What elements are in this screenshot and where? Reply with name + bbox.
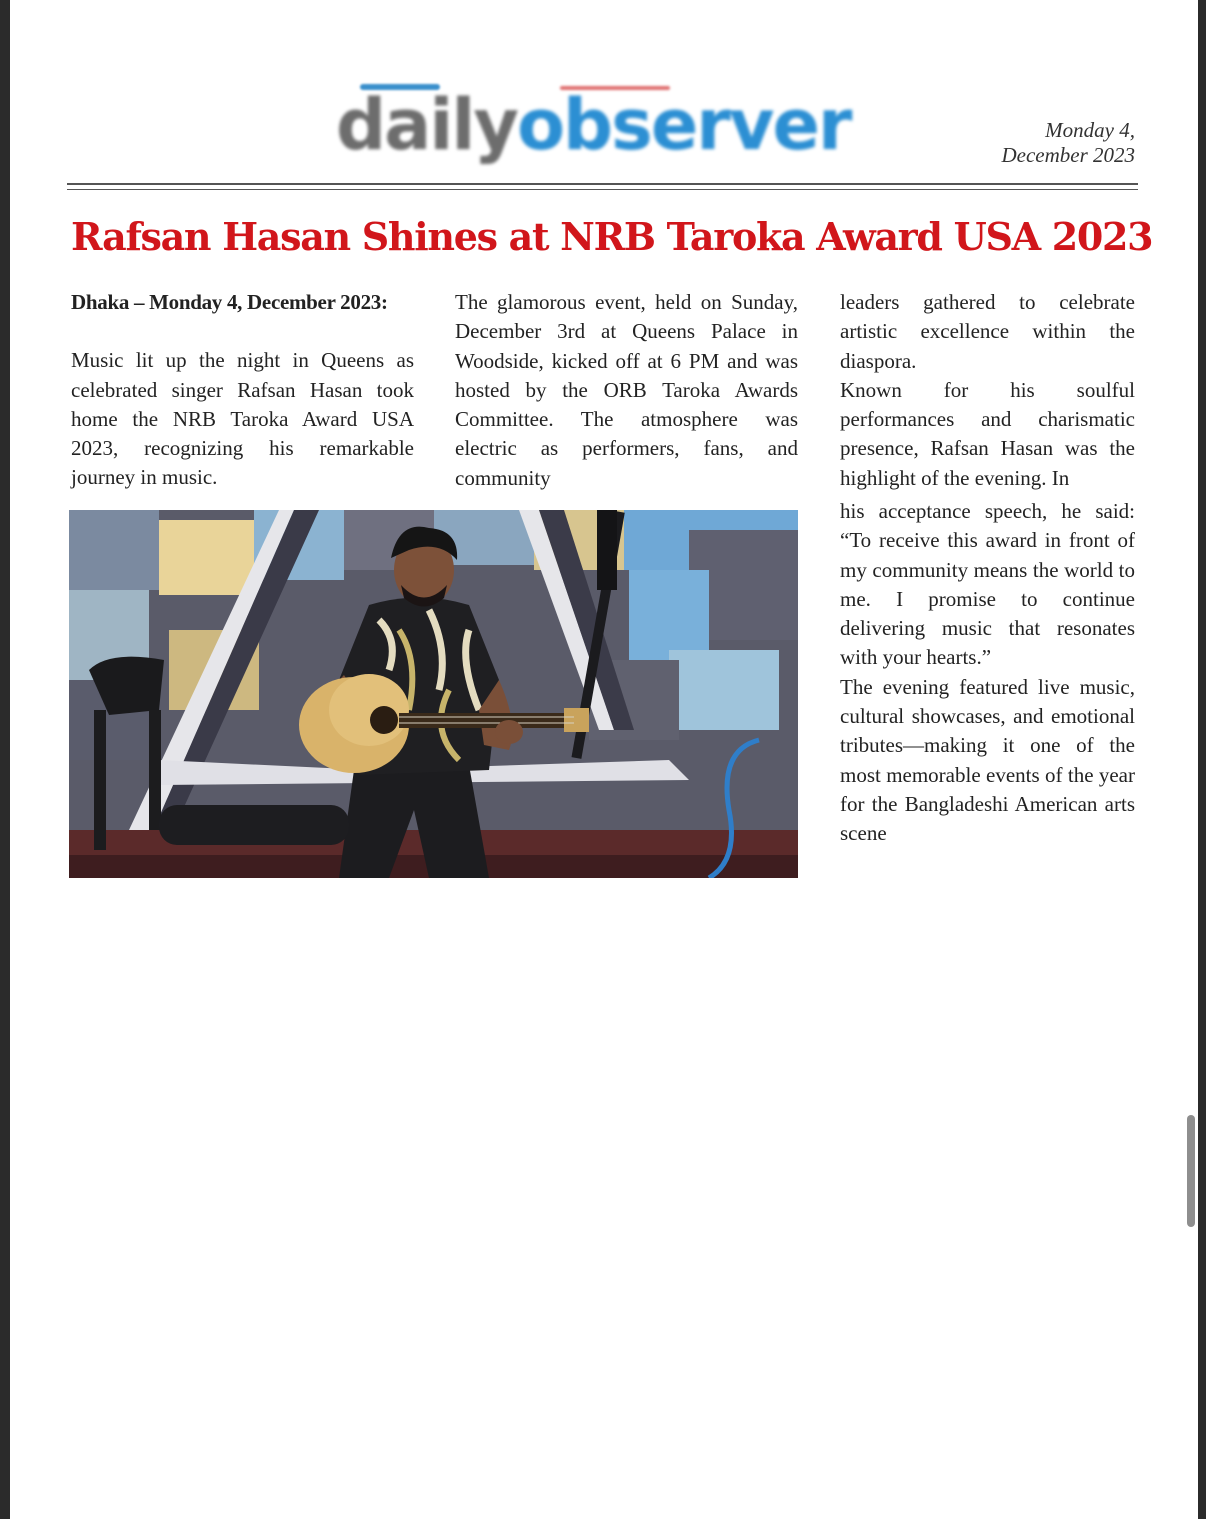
- logo-observer-text: observer: [516, 84, 851, 166]
- article-paragraph: his acceptance speech, he said: “To receive this award in front of my community means the world to me. I promise to continue delivering music that resonates with your hearts.”: [840, 499, 1135, 670]
- article-dateline: Dhaka – Monday 4, December 2023:: [71, 290, 388, 314]
- article-paragraph: The evening featured live music, cultural showcases, and emotional tributes—making it one of the most memorable events of the year for the Bangladeshi American arts scene: [840, 674, 1135, 846]
- article-column-1: [71, 288, 414, 493]
- logo-daily-text: daily: [336, 84, 517, 166]
- article-column-3-continued: [840, 497, 1135, 849]
- singer-with-guitar-photo: [69, 510, 798, 878]
- article-column-2: [455, 288, 798, 493]
- newspaper-logo: [336, 80, 850, 170]
- article-column-3: [840, 288, 1135, 493]
- article-paragraph: Music lit up the night in Queens as celebrated singer Rafsan Hasan took home the NRB Taroka Award USA 2023, recognizing his remarkable journey in music.: [71, 348, 414, 490]
- viewer-frame-left: [0, 0, 10, 1519]
- issue-date-line-2: December 2023: [1001, 143, 1135, 167]
- scrollbar-thumb[interactable]: [1187, 1115, 1195, 1227]
- issue-date-line-1: Monday 4,: [1045, 118, 1135, 142]
- viewer-frame-right: [1198, 0, 1206, 1519]
- article-paragraph: The glamorous event, held on Sunday, December 3rd at Queens Palace in Woodside, kicked off at 6 PM and was hosted by the ORB Taroka Awards Committee. The atmosphere was electric as performers, fans, and community: [455, 290, 798, 490]
- article-headline: Rafsan Hasan Shines at NRB Taroka Award USA 2023: [71, 214, 1153, 259]
- article-paragraph: leaders gathered to celebrate artistic excellence within the diaspora.: [840, 290, 1135, 373]
- masthead-rule-thick: [67, 183, 1138, 185]
- masthead-rule-thin: [67, 189, 1138, 190]
- article-paragraph: Known for his soulful performances and charismatic presence, Rafsan Hasan was the highlight of the evening. In: [840, 377, 1135, 490]
